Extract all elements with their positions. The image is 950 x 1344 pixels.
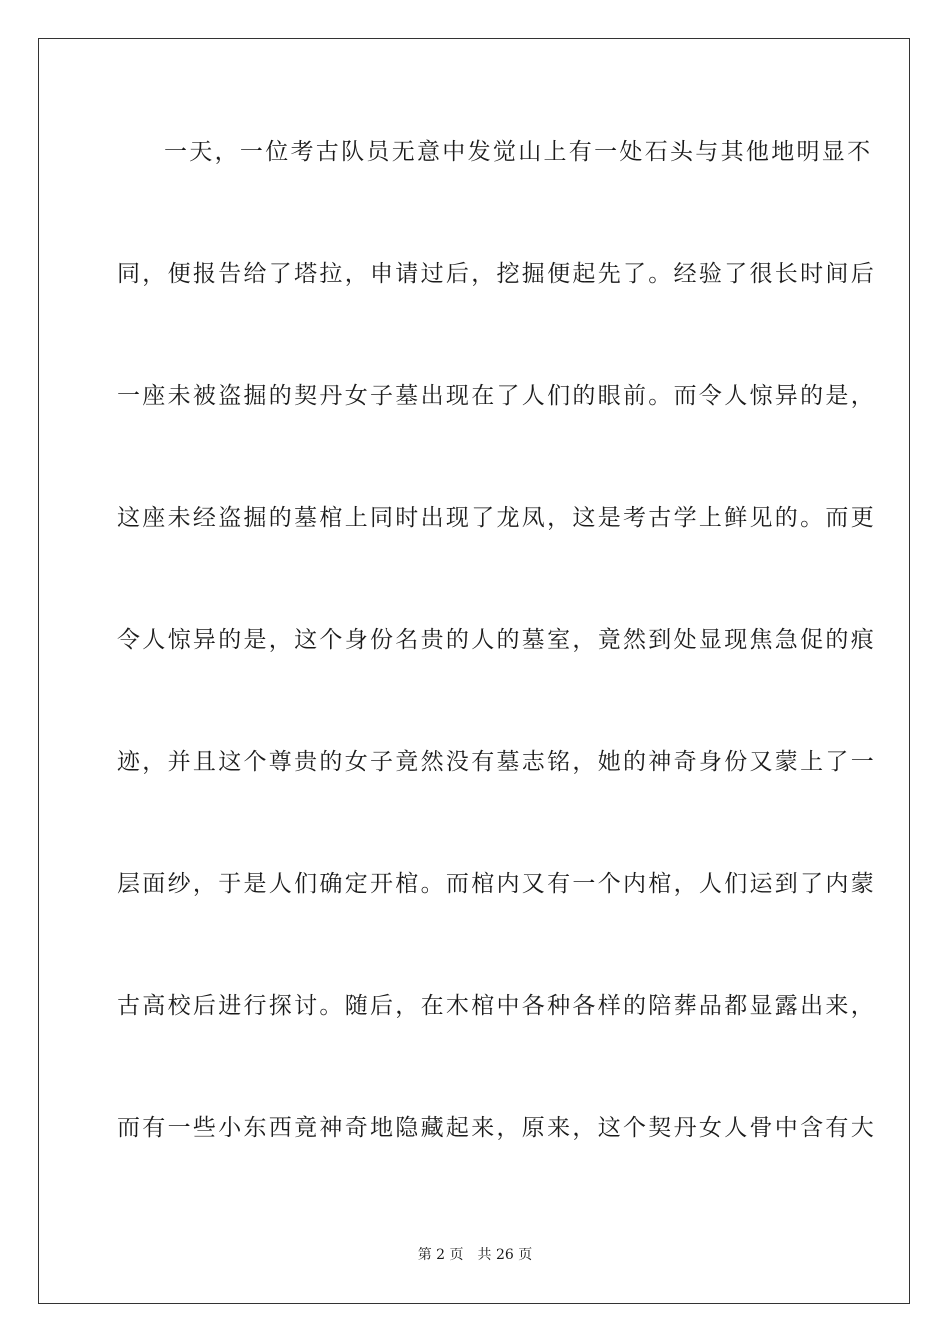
text-line: 迹，并且这个尊贵的女子竟然没有墓志铭，她的神奇身份又蒙上了一 [117, 749, 876, 775]
text-line: 这座未经盗掘的墓棺上同时出现了龙凤，这是考古学上鲜见的。而更 [117, 505, 876, 531]
text-line: 一天，一位考古队员无意中发觉山上有一处石头与其他地明显不 [164, 139, 873, 165]
text-line: 古高校后进行探讨。随后，在木棺中各种各样的陪葬品都显露出来， [117, 993, 876, 1019]
text-line: 令人惊异的是，这个身份名贵的人的墓室，竟然到处显现焦急促的痕 [117, 627, 876, 653]
text-line: 而有一些小东西竟神奇地隐藏起来，原来，这个契丹女人骨中含有大 [117, 1115, 876, 1141]
text-line: 层面纱，于是人们确定开棺。而棺内又有一个内棺，人们运到了内蒙 [117, 871, 876, 897]
text-line: 同，便报告给了塔拉，申请过后，挖掘便起先了。经验了很长时间后 [117, 261, 876, 287]
page-number-footer: 第 2 页 共 26 页 [417, 1247, 533, 1263]
text-line: 一座未被盗掘的契丹女子墓出现在了人们的眼前。而令人惊异的是， [117, 383, 876, 409]
